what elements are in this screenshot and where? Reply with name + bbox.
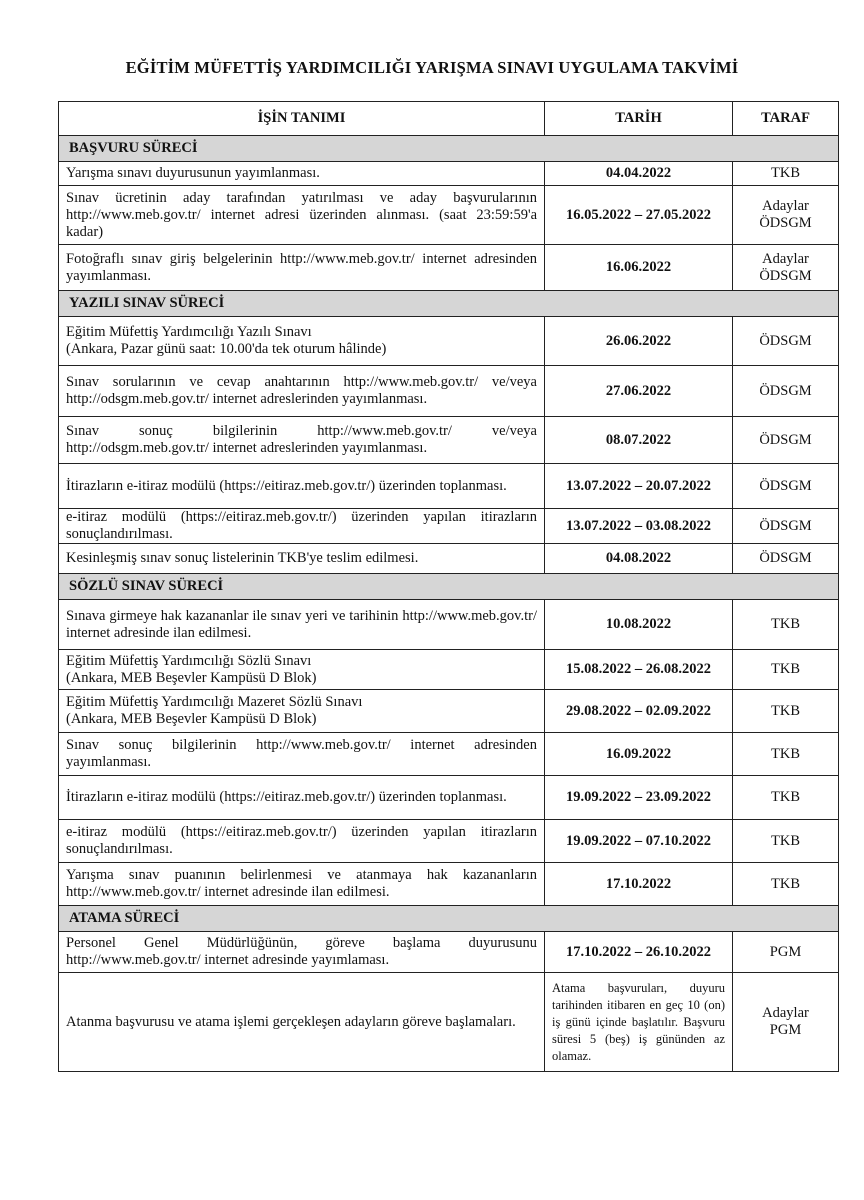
table-row (59, 932, 839, 973)
header-party: TARAF (733, 102, 839, 136)
party-cell (733, 509, 839, 544)
table-row (59, 544, 839, 574)
table-row (59, 776, 839, 820)
date-cell: 04.04.2022 (545, 162, 733, 186)
party-line: ÖDSGM (759, 332, 812, 349)
party-cell (733, 932, 839, 973)
table-row (59, 509, 839, 544)
party-line: PGM (769, 1022, 802, 1038)
party-cell (733, 162, 839, 186)
date-cell: 19.09.2022 – 07.10.2022 (545, 820, 733, 863)
section-title: ATAMA SÜRECİ (59, 906, 839, 932)
task-cell: Sınav sonuç bilgilerinin http://www.meb.gov.tr/ ve/veya http://odsgm.meb.gov.tr/ internet adreslerinden yayımlanması. (59, 417, 545, 464)
date-cell: 16.05.2022 – 27.05.2022 (545, 186, 733, 245)
party-cell (733, 733, 839, 776)
date-cell: 15.08.2022 – 26.08.2022 (545, 650, 733, 690)
date-cell: 17.10.2022 – 26.10.2022 (545, 932, 733, 973)
party-line: Adaylar (762, 1005, 809, 1021)
date-cell: 04.08.2022 (545, 544, 733, 574)
party-cell (733, 186, 839, 245)
party-line: TKB (771, 832, 800, 849)
party-line: TKB (771, 616, 800, 632)
task-line: Eğitim Müfettiş Yardımcılığı Yazılı Sınavı (66, 324, 312, 340)
party-line: TKB (771, 745, 800, 762)
table-row (59, 820, 839, 863)
page-title: EĞİTİM MÜFETTİŞ YARDIMCILIĞI YARIŞMA SINAVI UYGULAMA TAKVİMİ (125, 58, 739, 77)
party-line: ÖDSGM (759, 382, 812, 399)
section-row (59, 291, 839, 317)
date-cell: 13.07.2022 – 20.07.2022 (545, 464, 733, 509)
section-row (59, 136, 839, 162)
party-cell (733, 366, 839, 417)
date-cell: 08.07.2022 (545, 417, 733, 464)
task-cell: Sınava girmeye hak kazananlar ile sınav yeri ve tarihinin http://www.meb.gov.tr/ internet adresinde ilan edilmesi. (59, 600, 545, 650)
header-date: TARİH (545, 102, 733, 136)
schedule-table (58, 101, 839, 1072)
date-cell: 29.08.2022 – 02.09.2022 (545, 690, 733, 733)
task-cell: Fotoğraflı sınav giriş belgelerinin http://www.meb.gov.tr/ internet adresinden yayımlanması. (59, 245, 545, 291)
party-line: ÖDSGM (759, 477, 812, 494)
party-cell (733, 820, 839, 863)
party-cell (733, 464, 839, 509)
party-cell (733, 690, 839, 733)
party-line: ÖDSGM (759, 517, 812, 534)
task-cell: Atanma başvurusu ve atama işlemi gerçekleşen adayların göreve başlamaları. (59, 973, 545, 1072)
date-cell: 26.06.2022 (545, 317, 733, 366)
party-cell (733, 417, 839, 464)
party-line: TKB (771, 702, 800, 719)
party-cell (733, 776, 839, 820)
table-row (59, 417, 839, 464)
table-row (59, 162, 839, 186)
task-cell: Kesinleşmiş sınav sonuç listelerinin TKB'ye teslim edilmesi. (59, 544, 545, 574)
task-cell (59, 317, 545, 366)
task-line: (Ankara, MEB Beşevler Kampüsü D Blok) (66, 711, 317, 727)
table-body (59, 136, 839, 1072)
table-header-row (59, 102, 839, 136)
task-cell: İtirazların e-itiraz modülü (https://eitiraz.meb.gov.tr/) üzerinden toplanması. (59, 464, 545, 509)
task-line: (Ankara, Pazar günü saat: 10.00'da tek oturum hâlinde) (66, 341, 387, 357)
date-cell: 27.06.2022 (545, 366, 733, 417)
section-row (59, 574, 839, 600)
task-cell: İtirazların e-itiraz modülü (https://eitiraz.meb.gov.tr/) üzerinden toplanması. (59, 776, 545, 820)
party-cell (733, 317, 839, 366)
task-line: Eğitim Müfettiş Yardımcılığı Mazeret Sözlü Sınavı (66, 694, 363, 710)
party-line: ÖDSGM (759, 550, 812, 566)
table-row (59, 690, 839, 733)
task-line: (Ankara, MEB Beşevler Kampüsü D Blok) (66, 669, 317, 686)
date-cell: 13.07.2022 – 03.08.2022 (545, 509, 733, 544)
party-cell (733, 600, 839, 650)
party-cell (733, 650, 839, 690)
table-row (59, 245, 839, 291)
table-row (59, 464, 839, 509)
party-cell (733, 544, 839, 574)
task-cell: e-itiraz modülü (https://eitiraz.meb.gov.tr/) üzerinden yapılan itirazların sonuçlandırılması. (59, 509, 545, 544)
date-cell: 10.08.2022 (545, 600, 733, 650)
date-cell: 17.10.2022 (545, 863, 733, 906)
date-cell: 19.09.2022 – 23.09.2022 (545, 776, 733, 820)
party-line: ÖDSGM (759, 431, 812, 448)
table-row (59, 366, 839, 417)
party-cell (733, 245, 839, 291)
table-row (59, 863, 839, 906)
table-row (59, 973, 839, 1072)
party-line: TKB (771, 661, 800, 677)
table-row (59, 317, 839, 366)
party-line: TKB (771, 875, 800, 892)
table-row (59, 186, 839, 245)
section-title: BAŞVURU SÜRECİ (59, 136, 839, 162)
party-line: PGM (769, 943, 802, 960)
table-row (59, 733, 839, 776)
party-cell (733, 973, 839, 1072)
party-line: TKB (771, 165, 800, 181)
date-cell: 16.06.2022 (545, 245, 733, 291)
task-cell: Yarışma sınavı duyurusunun yayımlanması. (59, 162, 545, 186)
section-row (59, 906, 839, 932)
task-cell: Sınav sonuç bilgilerinin http://www.meb.gov.tr/ internet adresinden yayımlanması. (59, 733, 545, 776)
task-line: Eğitim Müfettiş Yardımcılığı Sözlü Sınavı (66, 652, 312, 669)
party-line: ÖDSGM (759, 267, 812, 284)
task-cell (59, 650, 545, 690)
table-row (59, 650, 839, 690)
task-cell: Personel Genel Müdürlüğünün, göreve başlama duyurusunu http://www.meb.gov.tr/ internet adresinde yayımlaması. (59, 932, 545, 973)
party-line: TKB (771, 789, 800, 805)
party-line: ÖDSGM (759, 215, 812, 231)
task-cell (59, 690, 545, 733)
date-note-cell: Atama başvuruları, duyuru tarihinden itibaren en geç 10 (on) iş günü içinde başlatılır. Başvuru süresi 5 (beş) iş gününden az olamaz. (545, 973, 733, 1072)
date-cell: 16.09.2022 (545, 733, 733, 776)
party-line: Adaylar (762, 250, 809, 267)
task-cell: Sınav ücretinin aday tarafından yatırılması ve aday başvurularının http://www.meb.gov.tr/ internet adresi üzerinden alınması. (saat 23:59:59'a kadar) (59, 186, 545, 245)
task-cell: Yarışma sınav puanının belirlenmesi ve atanmaya hak kazananların http://www.meb.gov.tr/ internet adresinde ilan edilmesi. (59, 863, 545, 906)
table-row (59, 600, 839, 650)
task-cell: Sınav sorularının ve cevap anahtarının http://www.meb.gov.tr/ ve/veya http://odsgm.meb.gov.tr/ internet adreslerinden yayımlanması. (59, 366, 545, 417)
section-title: YAZILI SINAV SÜRECİ (59, 291, 839, 317)
task-cell: e-itiraz modülü (https://eitiraz.meb.gov.tr/) üzerinden yapılan itirazların sonuçlandırılması. (59, 820, 545, 863)
section-title: SÖZLÜ SINAV SÜRECİ (59, 574, 839, 600)
party-cell (733, 863, 839, 906)
header-task: İŞİN TANIMI (59, 102, 545, 136)
party-line: Adaylar (762, 198, 809, 214)
